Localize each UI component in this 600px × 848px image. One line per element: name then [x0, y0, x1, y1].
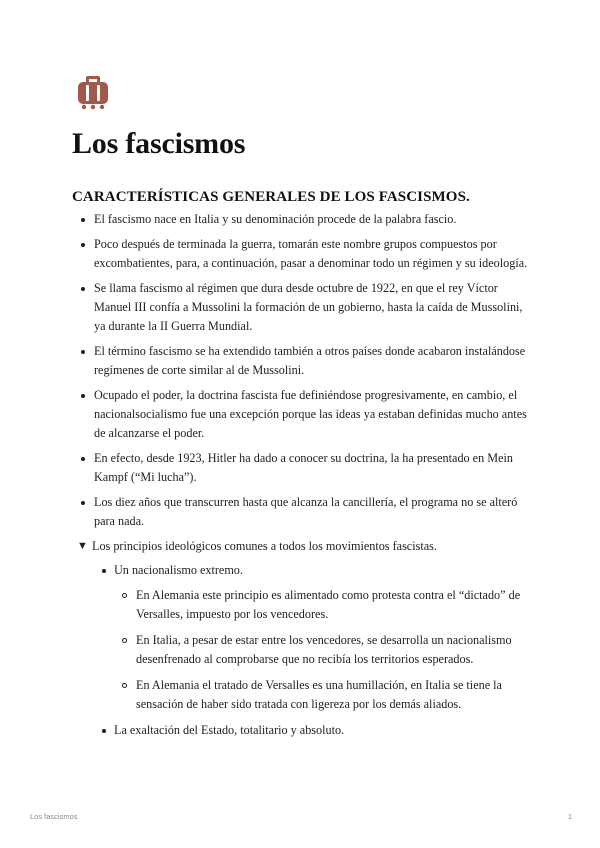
list-item: Los diez años que transcurren hasta que alcanza la cancillería, el programa no se alteró para nada.	[72, 493, 532, 531]
toggle-arrow-icon[interactable]: ▼	[77, 540, 88, 552]
list-item: Ocupado el poder, la doctrina fascista fue definiéndose progresivamente, en cambio, el nacionalsocialismo fue una excepción porque las ideas ya estaban definidas mucho antes de alcanzarse el poder.	[72, 386, 532, 443]
page-title: Los fascismos	[72, 127, 246, 160]
list-item	[92, 561, 532, 714]
sub-list-item: En Alemania el tratado de Versalles es una humillación, en Italia se tiene la sensación de haber sido tratada con ligereza por los demás aliados.	[114, 676, 532, 714]
suitcase-icon	[76, 74, 110, 110]
list-item: El fascismo nace en Italia y su denominación procede de la palabra fascio.	[72, 210, 532, 229]
list-item: El término fascismo se ha extendido también a otros países donde acabaron instalándose regímenes de corte similar al de Mussolini.	[72, 342, 532, 380]
page-number: 1	[567, 812, 572, 821]
footer-title: Los fascismos	[30, 812, 78, 821]
toggle-block[interactable]	[72, 537, 532, 556]
page-content	[72, 210, 532, 745]
sub-list-item: En Italia, a pesar de estar entre los vencedores, se desarrolla un nacionalismo desenfrenado al comprobarse que no recibía los territorios esperados.	[114, 631, 532, 669]
list-item: En efecto, desde 1923, Hitler ha dado a conocer su doctrina, la ha presentado en Mein Kampf (“Mi lucha”).	[72, 449, 532, 487]
nested-list	[92, 561, 532, 740]
list-item: Se llama fascismo al régimen que dura desde octubre de 1922, en que el rey Víctor Manuel III confía a Mussolini la formación de un gobierno, hasta la caída de Mussolini, ya durante la II Guerra Mundial.	[72, 279, 532, 336]
sub-list	[114, 586, 532, 714]
sub-list-item: En Alemania este principio es alimentado como protesta contra el “dictado” de Versalles, impuesto por los vencedores.	[114, 586, 532, 624]
list-item-label: Un nacionalismo extremo.	[114, 563, 243, 577]
section-heading: CARACTERÍSTICAS GENERALES DE LOS FASCISMOS.	[72, 189, 470, 205]
bullet-list	[72, 210, 532, 531]
list-item	[92, 721, 532, 740]
list-item: Poco después de terminada la guerra, tomarán este nombre grupos compuestos por excombatientes, para, a continuación, pasar a denominar todo un régimen y su ideología.	[72, 235, 532, 273]
toggle-label: Los principios ideológicos comunes a todos los movimientos fascistas.	[92, 539, 437, 553]
list-item-label: La exaltación del Estado, totalitario y absoluto.	[114, 723, 345, 737]
